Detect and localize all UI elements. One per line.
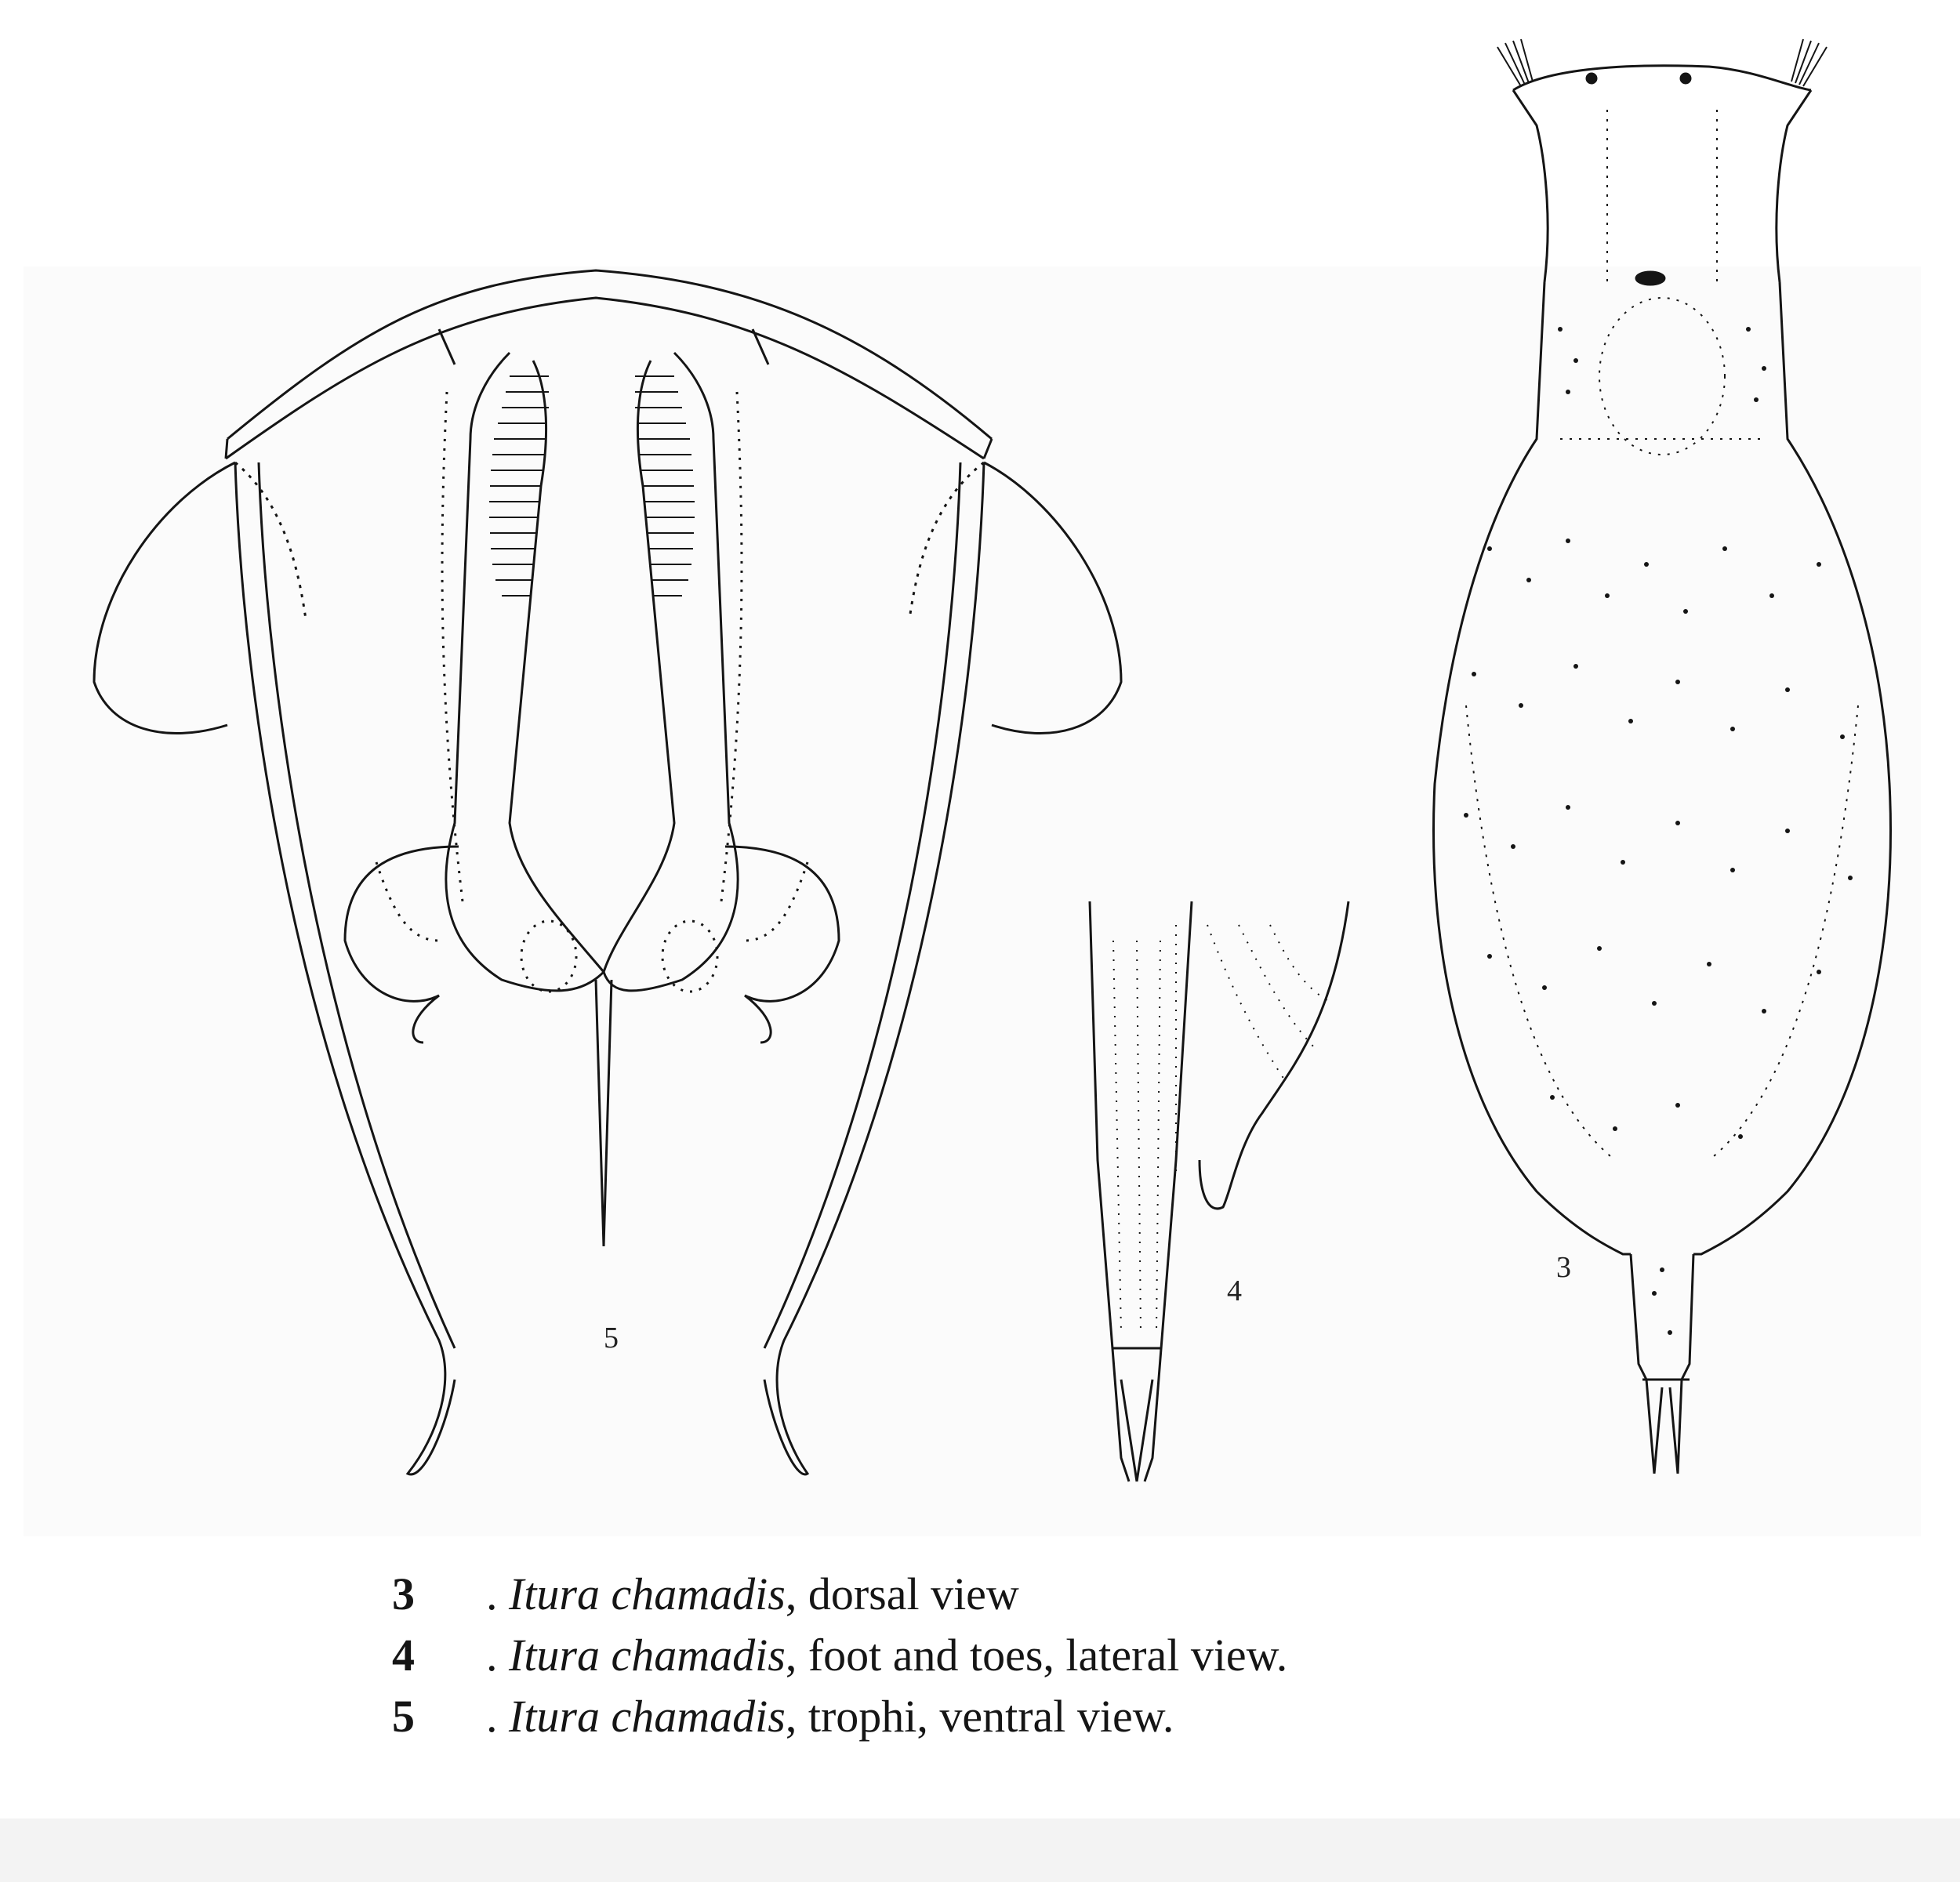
dorsal-body-drawing — [1434, 39, 1891, 1474]
caption-number-dot: . — [486, 1630, 498, 1681]
trophi-drawing — [94, 270, 1121, 1474]
caption-number-dot: . — [486, 1568, 498, 1619]
figure-4-number: 4 — [1227, 1275, 1242, 1307]
caption-taxon: Itura chamadis — [509, 1630, 786, 1681]
foot-drawing — [1090, 901, 1348, 1481]
caption-number: 5 — [392, 1691, 415, 1742]
caption-number: 3 — [392, 1568, 415, 1619]
caption-figure-3 — [392, 1564, 1725, 1625]
figure-3-number: 3 — [1556, 1251, 1571, 1284]
caption-figure-5 — [392, 1686, 1725, 1747]
figure-5-number: 5 — [604, 1322, 619, 1354]
caption-taxon: Itura chamadis — [509, 1691, 786, 1742]
caption-taxon: Itura chamadis — [509, 1568, 786, 1619]
caption-description: , foot and toes, lateral view. — [785, 1630, 1288, 1681]
caption-description: , dorsal view — [785, 1568, 1019, 1619]
caption-block — [392, 1564, 1725, 1747]
caption-description: , trophi, ventral view. — [785, 1691, 1174, 1742]
caption-number: 4 — [392, 1630, 415, 1681]
caption-number-dot: . — [486, 1691, 498, 1742]
caption-figure-4 — [392, 1625, 1725, 1686]
